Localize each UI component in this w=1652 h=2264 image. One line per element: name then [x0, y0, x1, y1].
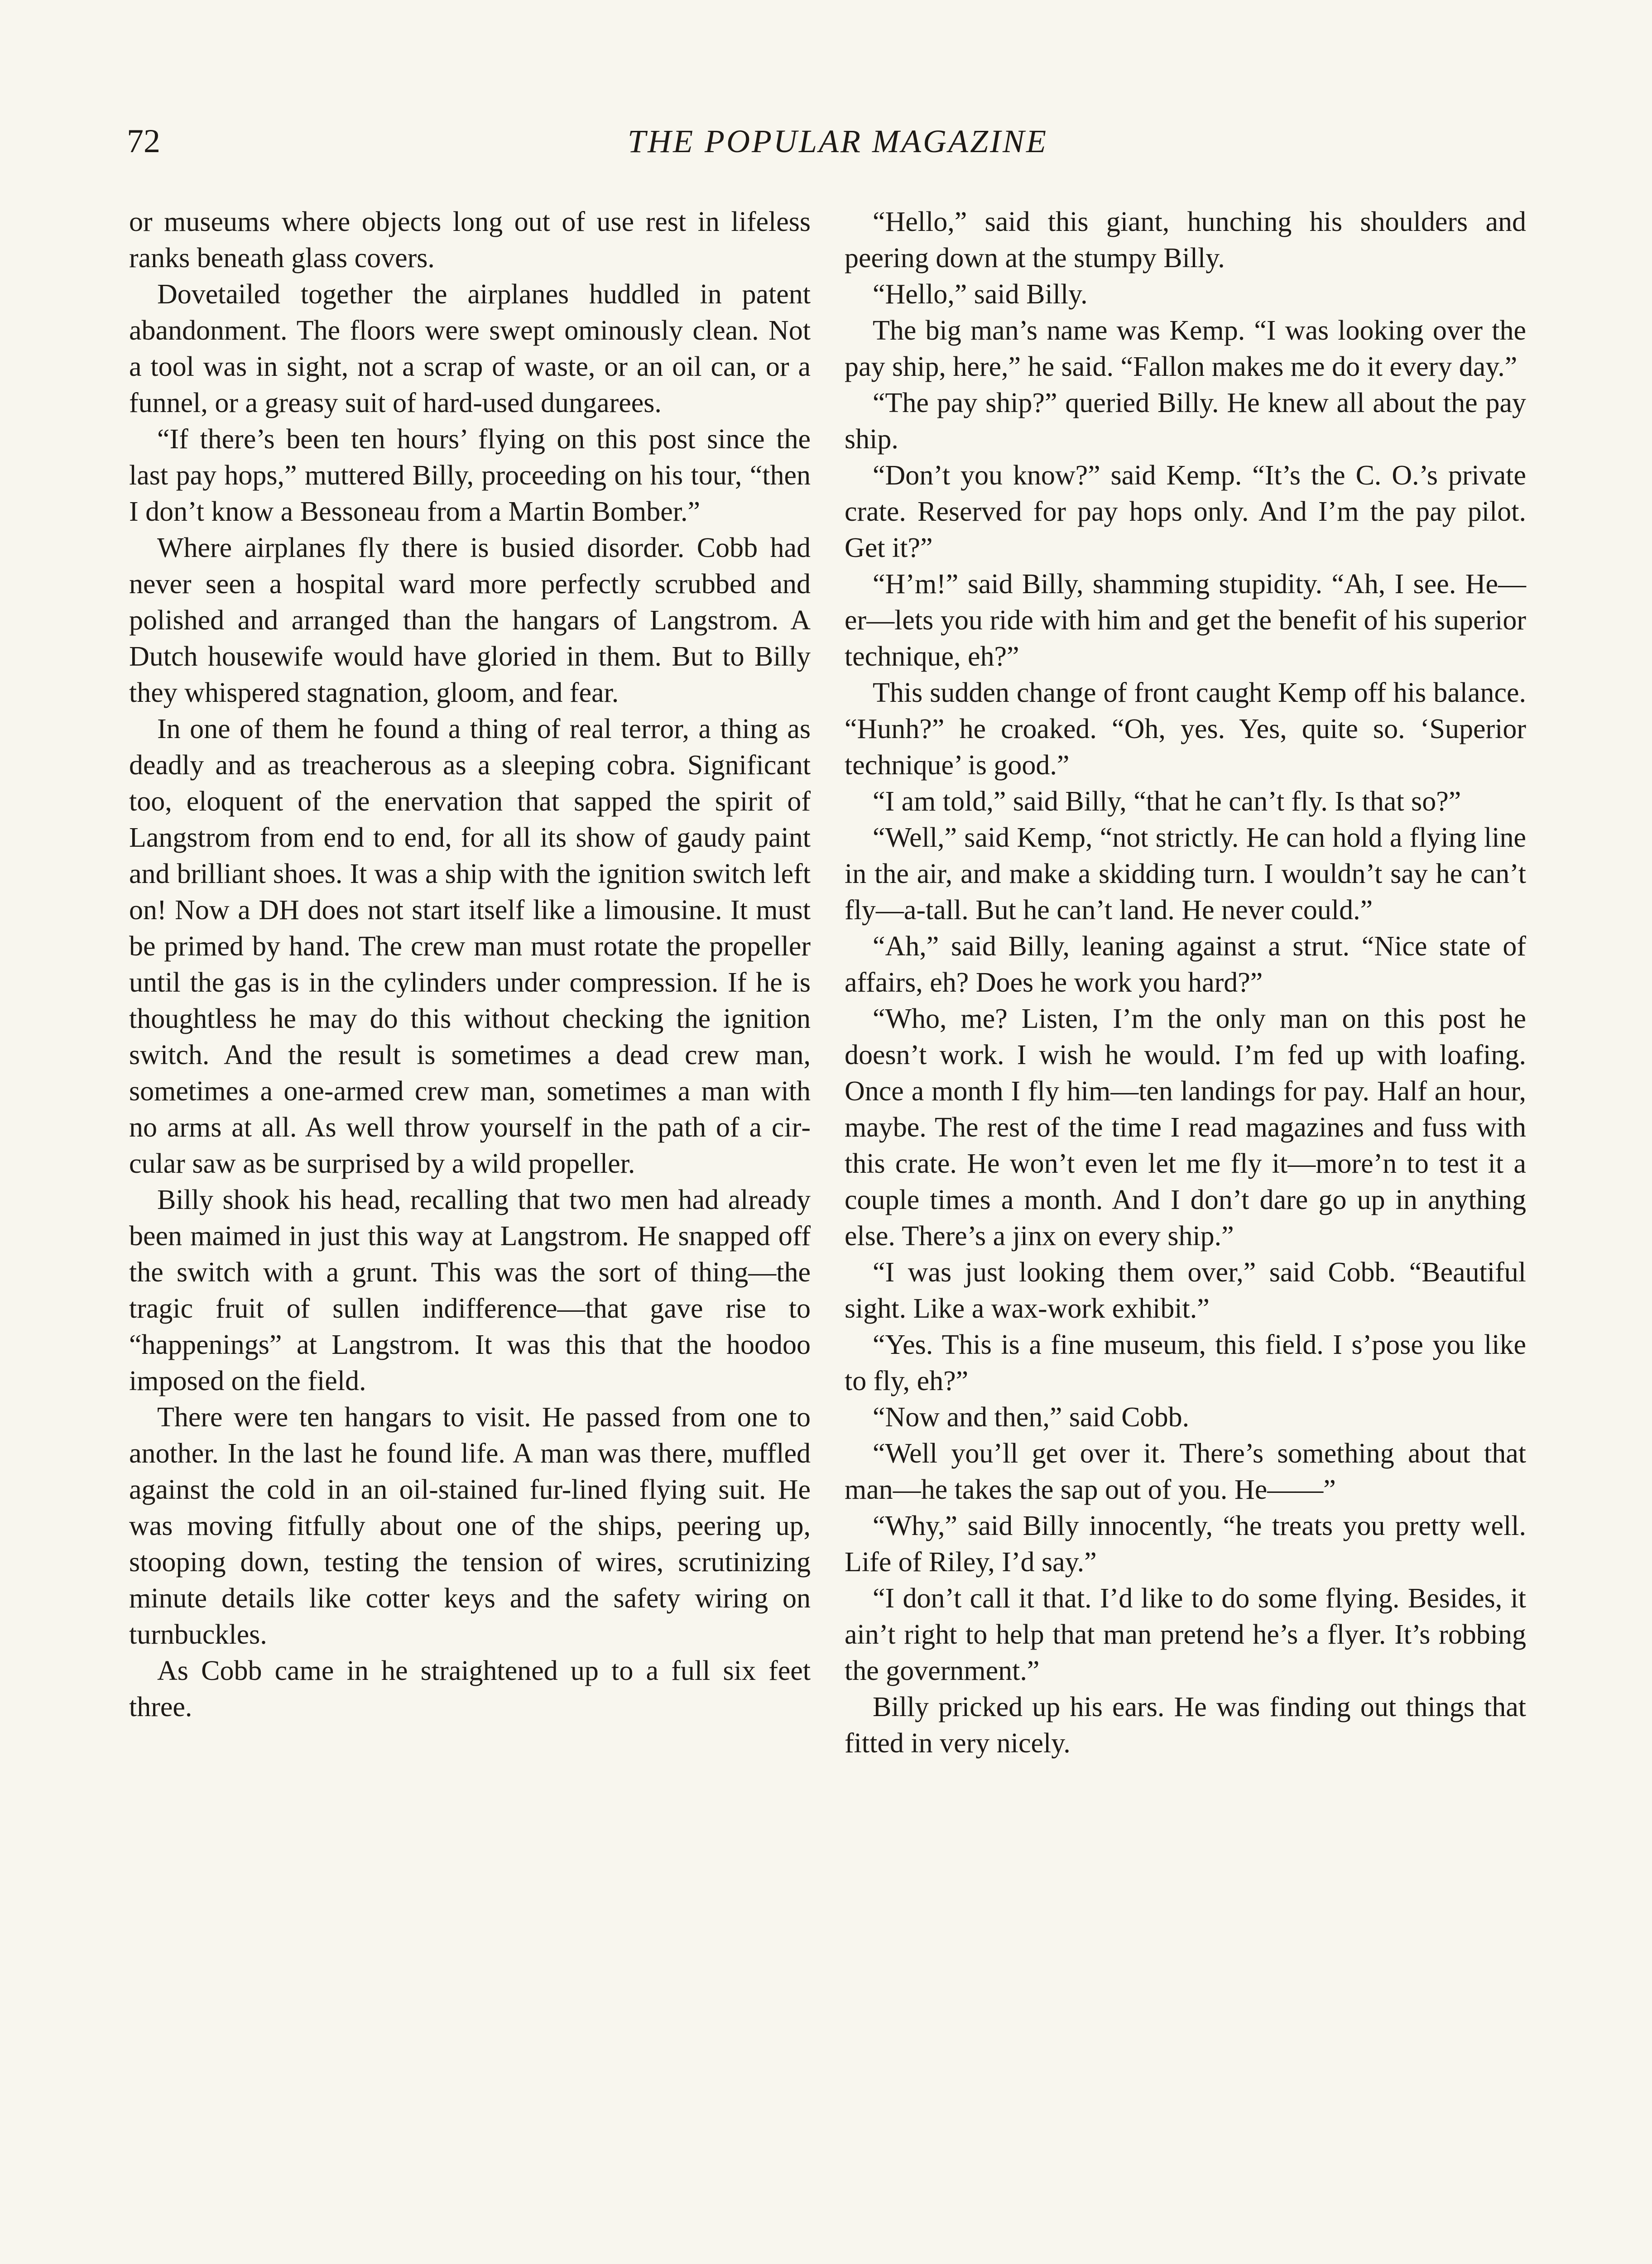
paragraph: “The pay ship?” queried Billy. He knew all about the pay ship. [845, 388, 1526, 455]
paragraph: “Hello,” said this giant, hunching his shoulders and peering down at the stumpy Billy. [845, 206, 1526, 273]
paragraph: “Hello,” said Billy. [873, 279, 1088, 310]
paragraph: “I don’t call it that. I’d like to do some flying. Besides, it ain’t right to help that man pretend he’s a flyer. It’s robbing the government.” [845, 1583, 1526, 1686]
paragraph: “Why,” said Billy innocently, “he treats you pretty well. Life of Riley, I’d say.” [845, 1511, 1526, 1578]
paragraph: In one of them he found a thing of real terror, a thing as deadly and as treacherous as a sleeping cobra. Significant too, eloquent of the enervation that sapped the spirit of Langstrom from end to end, for all its show of gaudy paint and brilliant shoes. It was a ship with the ignition switch left on! Now a DH does not start itself like a limousine. It must be primed by hand. The crew man must rotate the propeller until the gas is in the cylinders under compression. If he is thoughtless he may do this without checking the ignition switch. And the result is sometimes a dead crew man, sometimes a one-armed crew man, sometimes a man with no arms at all. As well throw yourself in the path of a circular saw as be surprised by a wild propeller. [129, 714, 811, 1179]
paragraph: “I was just looking them over,” said Cobb. “Beautiful sight. Like a wax-work exhibit.” [845, 1257, 1526, 1324]
paragraph: “I am told,” said Billy, “that he can’t fly. Is that so?” [873, 786, 1461, 817]
page-number: 72 [127, 123, 160, 160]
paragraph: Billy shook his head, recalling that two men had already been maimed in just this way at Langstrom. He snapped off the switch with a grunt. This was the sort of thing—the tragic fruit of sullen indifference—that gave rise to “happenings” at Langstrom. It was this that the hoodoo imposed on the field. [129, 1185, 811, 1396]
paragraph: or museums where objects long out of use rest in lifeless ranks beneath glass covers. [129, 206, 811, 273]
paragraph: “If there’s been ten hours’ flying on this post since the last pay hops,” muttered Billy, proceeding on his tour, “then I don’t know a Bessoneau from a Martin Bomber.” [129, 424, 811, 527]
paragraph: There were ten hangars to visit. He passed from one to another. In the last he found life. A man was there, muffled against the cold in an oil-stained fur-lined flying suit. He was moving fitfully about one of the ships, peering up, stooping down, testing the tension of wires, scrutinizing minute details like cotter keys and the safety wiring on turnbuckles. [129, 1402, 811, 1650]
paragraph: “Well you’ll get over it. There’s something about that man—he takes the sap out of you. He——” [845, 1438, 1526, 1505]
paragraph: “Ah,” said Billy, leaning against a strut. “Nice state of affairs, eh? Does he work you hard?” [845, 931, 1526, 998]
paragraph: As Cobb came in he straightened up to a full six feet three. [129, 1655, 811, 1722]
running-title: THE POPULAR MAGAZINE [628, 123, 1048, 159]
text-column-left [129, 204, 811, 1725]
paragraph: The big man’s name was Kemp. “I was looking over the pay ship, here,” he said. “Fallon makes me do it every day.” [845, 315, 1526, 382]
paragraph: “Now and then,” said Cobb. [873, 1402, 1190, 1433]
paragraph: “Who, me? Listen, I’m the only man on this post he doesn’t work. I wish he would. I’m fed up with loafing. Once a month I fly him—ten landings for pay. Half an hour, maybe. The rest of the time I read magazines and fuss with this crate. He won’t even let me fly it—more’n to test it a couple times a month. And I don’t dare go up in anything else. There’s a jinx on every ship.” [845, 1003, 1526, 1252]
paragraph: “Yes. This is a fine museum, this field. I s’pose you like to fly, eh?” [845, 1329, 1526, 1396]
paragraph: Billy pricked up his ears. He was finding out things that fitted in very nicely. [845, 1692, 1526, 1759]
paragraph: This sudden change of front caught Kemp off his balance. “Hunh?” he croaked. “Oh, yes. Yes, quite so. ‘Superior technique’ is good.” [845, 677, 1526, 781]
paragraph: “Don’t you know?” said Kemp. “It’s the C. O.’s private crate. Reserved for pay hops only. And I’m the pay pilot. Get it?” [845, 460, 1526, 563]
paragraph: “H’m!” said Billy, shamming stupidity. “Ah, I see. He—er—lets you ride with him and get the benefit of his superior technique, eh?” [845, 569, 1526, 672]
page-header [127, 119, 1522, 164]
paragraph: Dovetailed together the airplanes huddled in patent abandonment. The floors were swept ominously clean. Not a tool was in sight, not a scrap of waste, or an oil can, or a funnel, or a greasy suit of hard-used dungarees. [129, 279, 811, 418]
text-column-right [845, 204, 1526, 1761]
paragraph: “Well,” said Kemp, “not strictly. He can hold a flying line in the air, and make a skidding turn. I wouldn’t say he can’t fly—a-tall. But he can’t land. He never could.” [845, 822, 1526, 926]
paragraph: Where airplanes fly there is busied disorder. Cobb had never seen a hospital ward more perfectly scrubbed and polished and arranged than the hangars of Langstrom. A Dutch housewife would have gloried in them. But to Billy they whispered stagnation, gloom, and fear. [129, 532, 811, 708]
